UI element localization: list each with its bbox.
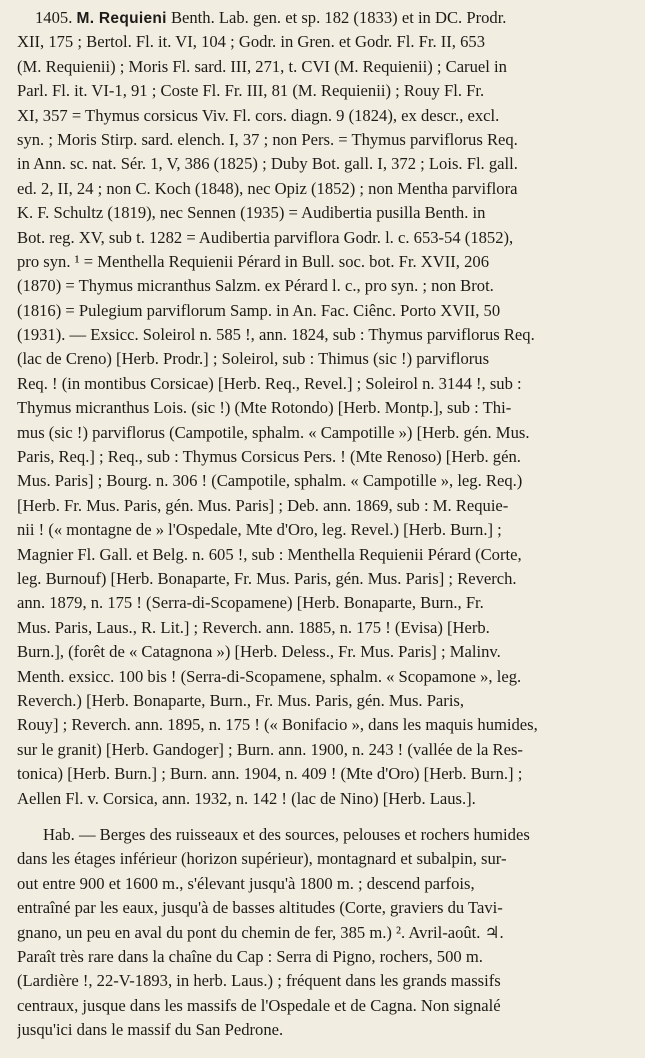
taxon-entry [17,6,635,811]
entry-line: (1870) = Thymus micranthus Salzm. ex Pérard l. c., pro syn. ; non Brot. [17,276,494,296]
entry-line: sur le granit) [Herb. Gandoger] ; Burn. ann. 1900, n. 243 ! (vallée de la Res- [17,739,523,759]
entry-line: leg. Burnouf) [Herb. Bonaparte, Fr. Mus. Paris, gén. Mus. Paris] ; Reverch. [17,568,517,588]
entry-line: (lac de Creno) [Herb. Prodr.] ; Soleirol, sub : Thimus (sic !) parviflorus [17,349,490,369]
entry-line: Mus. Paris] ; Bourg. n. 306 ! (Campotile, sphalm. « Campotille », leg. Req.) [17,471,523,491]
entry-line: Paris, Req.] ; Req., sub : Thymus Corsicus Pers. ! (Mte Renoso) [Herb. gén. [17,447,521,467]
entry-line: Reverch.) [Herb. Bonaparte, Burn., Fr. Mus. Paris, gén. Mus. Paris, [17,690,465,710]
entry-line: pro syn. ¹ = Menthella Requienii Pérard in Bull. soc. bot. Fr. XVII, 206 [17,251,489,271]
entry-line: nii ! (« montagne de » l'Ospedale, Mte d'Oro, leg. Revel.) [Herb. Burn.] ; [17,520,502,540]
habitat-line: gnano, un peu en aval du pont du chemin de fer, 385 m.) ². Avril-août. ♃. [17,922,504,942]
habitat-line: jusqu'ici dans le massif du San Pedrone. [17,1020,284,1040]
entry-line: Magnier Fl. Gall. et Belg. n. 605 !, sub : Menthella Requienii Pérard (Corte, [17,544,522,564]
entry-line: 1405. M. Requieni Benth. Lab. gen. et sp. 182 (1833) et in DC. Prodr. [35,8,507,27]
habitat-paragraph [17,823,635,1043]
entry-line: (1816) = Pulegium parviflorum Samp. in An. Fac. Ciênc. Porto XVII, 50 [17,300,501,320]
entry-line: XII, 175 ; Bertol. Fl. it. VI, 104 ; Godr. in Gren. et Godr. Fl. Fr. II, 653 [17,32,485,52]
entry-line: K. F. Schultz (1819), nec Sennen (1935) = Audibertia pusilla Benth. in [17,203,486,223]
entry-line: [Herb. Fr. Mus. Paris, gén. Mus. Paris] ; Deb. ann. 1869, sub : M. Requie- [17,495,509,515]
habitat-line: dans les étages inférieur (horizon supérieur), montagnard et subalpin, sur- [17,849,507,869]
entry-line: Bot. reg. XV, sub t. 1282 = Audibertia parviflora Godr. l. c. 653-54 (1852), [17,227,514,247]
entry-line: Burn.], (forêt de « Catagnona ») [Herb. Deless., Fr. Mus. Paris] ; Malinv. [17,642,501,662]
entry-line: Aellen Fl. v. Corsica, ann. 1932, n. 142 ! (lac de Nino) [Herb. Laus.]. [17,788,476,808]
habitat-line: Hab. — Berges des ruisseaux et des sources, pelouses et rochers humides [43,825,530,844]
habitat-line: centraux, jusque dans les massifs de l'Ospedale et de Cagna. Non signalé [17,995,501,1015]
entry-line: (M. Requienii) ; Moris Fl. sard. III, 271, t. CVI (M. Requienii) ; Caruel in [17,56,507,76]
entry-number: 1405. [35,8,73,27]
habitat-line: Paraît très rare dans la chaîne du Cap : Serra di Pigno, rochers, 500 m. [17,946,483,966]
habitat-line: (Lardière !, 22-V-1893, in herb. Laus.) ; fréquent dans les grands massifs [17,971,501,991]
entry-line: tonica) [Herb. Burn.] ; Burn. ann. 1904, n. 409 ! (Mte d'Oro) [Herb. Burn.] ; [17,764,523,784]
entry-line: Rouy] ; Reverch. ann. 1895, n. 175 ! (« Bonifacio », dans les maquis humides, [17,715,538,735]
habitat-line: out entre 900 et 1600 m., s'élevant jusqu'à 1800 m. ; descend parfois, [17,873,475,893]
taxon-name: M. Requieni [76,10,167,27]
entry-line: (1931). — Exsicc. Soleirol n. 585 !, ann. 1824, sub : Thymus parviflorus Req. [17,325,535,345]
entry-line: syn. ; Moris Stirp. sard. elench. I, 37 ; non Pers. = Thymus parviflorus Req. [17,129,518,149]
entry-line: XI, 357 = Thymus corsicus Viv. Fl. cors. diagn. 9 (1824), ex descr., excl. [17,105,500,125]
entry-line: ann. 1879, n. 175 ! (Serra-di-Scopamene) [Herb. Bonaparte, Burn., Fr. [17,593,484,613]
entry-line: Mus. Paris, Laus., R. Lit.] ; Reverch. ann. 1885, n. 175 ! (Evisa) [Herb. [17,617,490,637]
habitat-line: entraîné par les eaux, jusqu'à de basses altitudes (Corte, graviers du Tavi- [17,898,503,918]
entry-line: mus (sic !) parviflorus (Campotile, sphalm. « Campotille ») [Herb. gén. Mus. [17,422,530,442]
entry-line: Thymus micranthus Lois. (sic !) (Mte Rotondo) [Herb. Montp.], sub : Thi- [17,398,512,418]
entry-line: in Ann. sc. nat. Sér. 1, V, 386 (1825) ; Duby Bot. gall. I, 372 ; Lois. Fl. gall. [17,154,518,174]
entry-line: Req. ! (in montibus Corsicae) [Herb. Req., Revel.] ; Soleirol n. 3144 !, sub : [17,373,522,393]
entry-line: ed. 2, II, 24 ; non C. Koch (1848), nec Opiz (1852) ; non Mentha parviflora [17,178,518,198]
entry-line: Menth. exsicc. 100 bis ! (Serra-di-Scopamene, sphalm. « Scopamone », leg. [17,666,522,686]
entry-line: Parl. Fl. it. VI-1, 91 ; Coste Fl. Fr. III, 81 (M. Requienii) ; Rouy Fl. Fr. [17,81,485,101]
